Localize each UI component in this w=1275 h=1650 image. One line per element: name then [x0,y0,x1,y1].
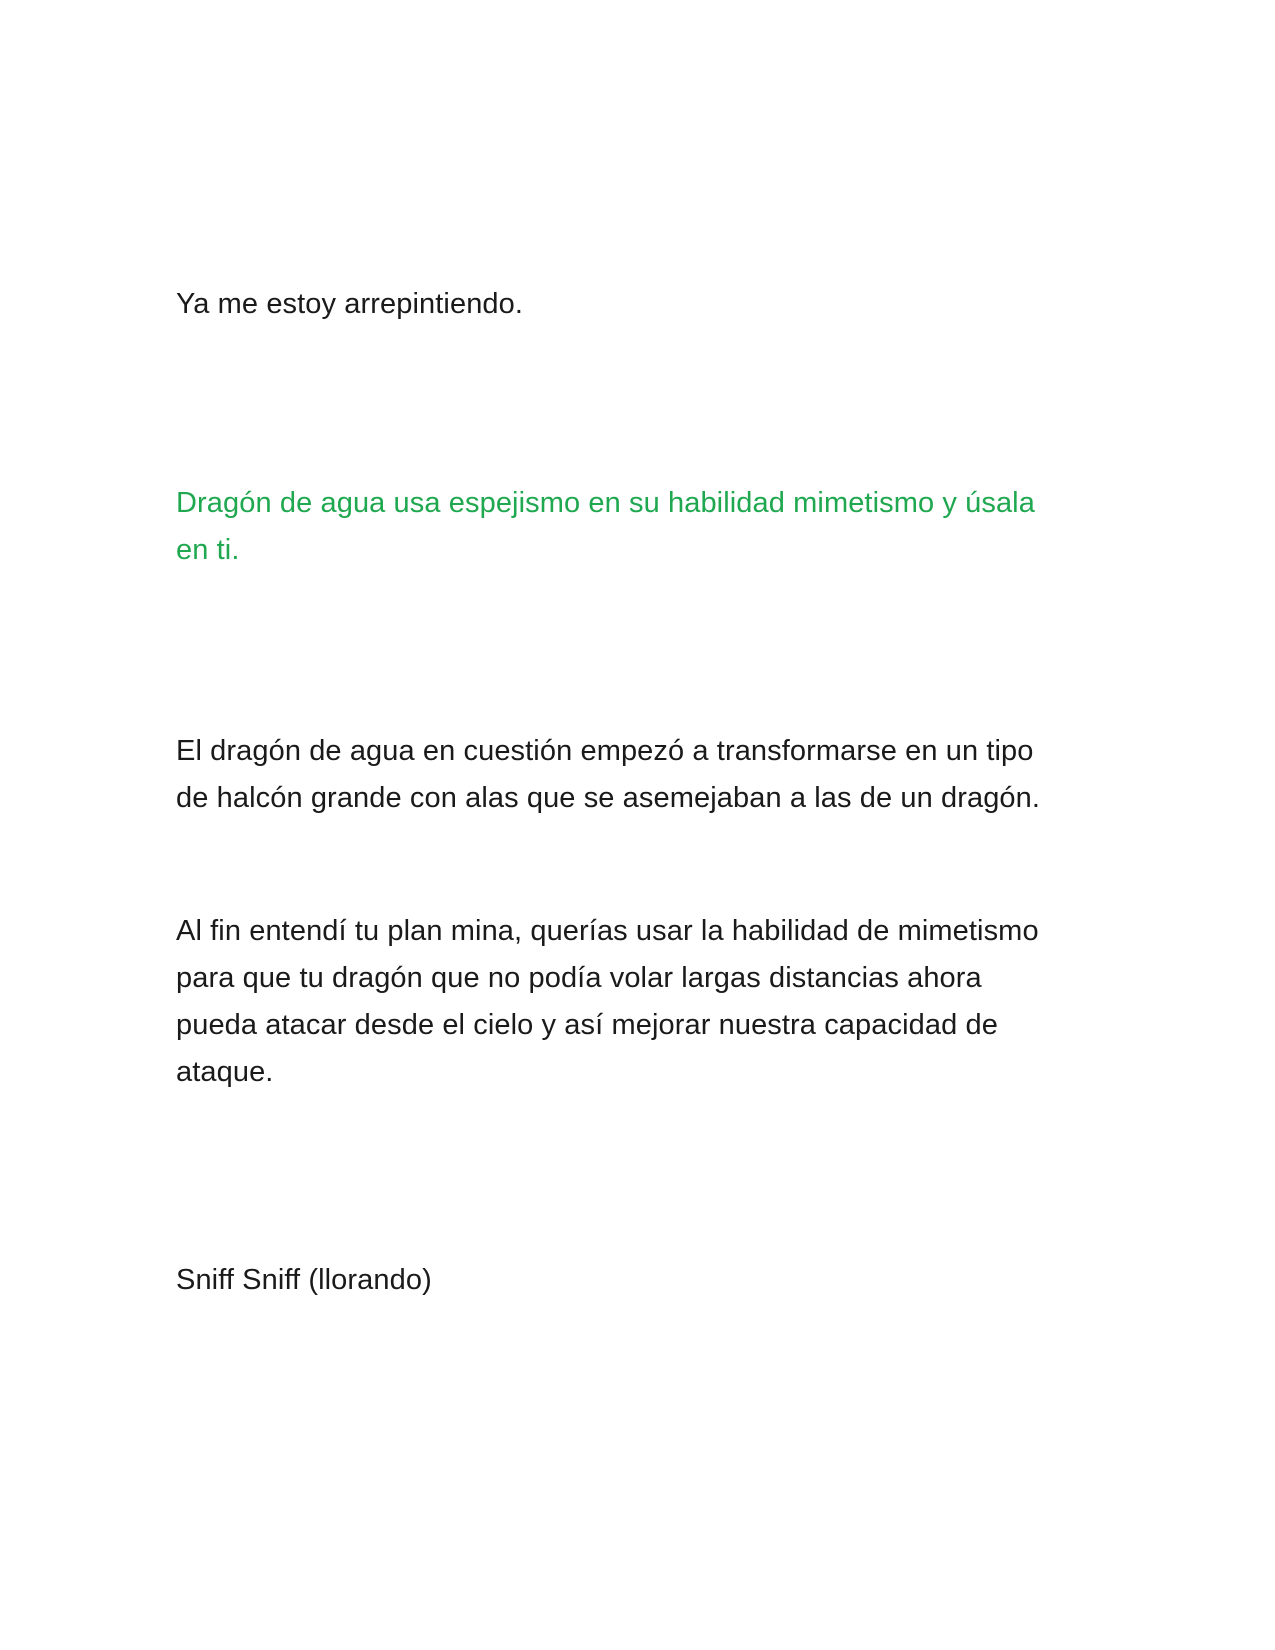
text-line: de halcón grande con alas que se asemejaban a las de un dragón. [176,782,1041,814]
paragraph-dragon-command [176,480,1096,574]
text-line: Al fin entendí tu plan mina, querías usar la habilidad de mimetismo [176,915,1039,947]
paragraph-plan [176,908,1096,1096]
text-line: El dragón de agua en cuestión empezó a transformarse en un tipo [176,735,1034,767]
text-line: Dragón de agua usa espejismo en su habilidad mimetismo y úsala [176,487,1035,519]
text-line: para que tu dragón que no podía volar largas distancias ahora [176,962,982,994]
paragraph-regret [176,281,1096,328]
paragraph-crying [176,1257,1096,1304]
text-line: en ti. [176,534,240,566]
text-line: ataque. [176,1056,274,1088]
text-line: pueda atacar desde el cielo y así mejorar nuestra capacidad de [176,1009,998,1041]
text-line: Ya me estoy arrepintiendo. [176,288,524,320]
paragraph-transformation [176,728,1096,822]
text-line: Sniff Sniff (llorando) [176,1264,432,1296]
